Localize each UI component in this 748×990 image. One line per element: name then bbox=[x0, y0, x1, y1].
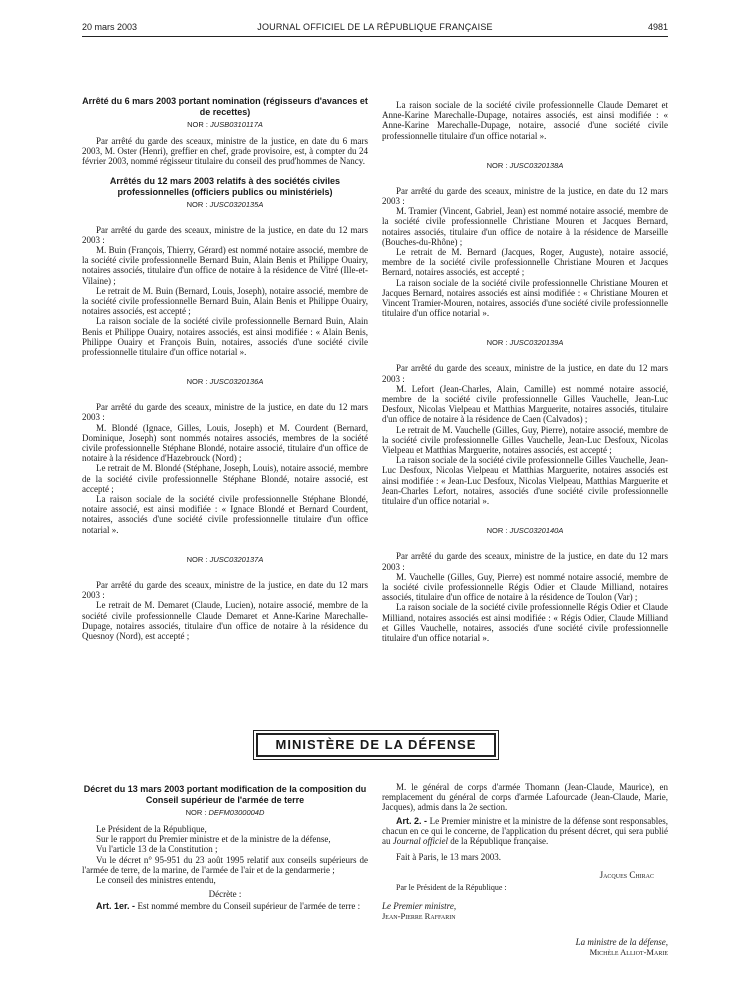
paragraph: La raison sociale de la société civile professionnelle Gilles Vauchelle, Jean-Luc Desfoux, Nicolas Vielpeau et Matthias Marguerite, notaires associés est ainsi modifiée : « Jean-Luc Desfoux, Nicolas Vielpeau, Matthias Marguerite et Jean-Charles Lefort, notaires, associés d'une société civile professionnelle titulaire d'un office notarial ». bbox=[382, 455, 668, 507]
nor-reference bbox=[82, 377, 368, 387]
paragraph: Le retrait de M. Buin (Bernard, Louis, Joseph), notaire associé, membre de la société civile professionnelle Bernard Buin, Alain Benis et Philippe Ouairy, notaires associés, est accepté ; bbox=[82, 285, 368, 317]
article-1 bbox=[82, 901, 368, 911]
nor-label: NOR : bbox=[187, 120, 211, 129]
paragraph: La raison sociale de la société civile professionnelle Stéphane Blondé, notaire associé, est ainsi modifiée : « Ignace Blondé et Bernard Courdent, notaires, associés d'une société civile professionnelle titulaire d'un office notarial ». bbox=[82, 494, 368, 535]
nor-code: JUSC0320135A bbox=[209, 199, 264, 209]
fait-a-paris: Fait à Paris, le 13 mars 2003. bbox=[396, 852, 501, 863]
paragraph: Vu l'article 13 de la Constitution ; bbox=[96, 844, 218, 855]
premier-ministre-name: Jean-Pierre Raffarin bbox=[382, 911, 456, 922]
paragraph: La raison sociale de la société civile professionnelle Claude Demaret et Anne-Karine Marechalle-Dupage, notaires associés, est ainsi modifiée : « Anne-Karine Marechalle-Dupage, notaire, associé d'une société civile professionnelle titulaire d'un office notarial ». bbox=[382, 100, 668, 141]
nor-code: JUSB0310117A bbox=[210, 120, 263, 129]
paragraph: Vu le décret n° 95-951 du 23 août 1995 relatif aux conseils supérieurs de l'armée de terre, de la marine, de l'armée de l'air et de la gendarmerie ; bbox=[82, 854, 368, 875]
premier-ministre-title: Le Premier ministre, bbox=[382, 900, 457, 911]
paragraph: M. Buin (François, Thierry, Gérard) est nommé notaire associé, membre de la société civile professionnelle Bernard Buin, Alain Benis et Philippe Ouairy, notaires associés, titulaire d'un office de notaire à la résidence de Vitré (Ille-et-Vilaine) ; bbox=[82, 245, 368, 286]
paragraph: Le retrait de M. Vauchelle (Gilles, Guy, Pierre), notaire associé, membre de la société civile professionnelle Gilles Vauchelle, Jean-Luc Desfoux, Nicolas Vielpeau et Matthias Marguerite, notaires associés, est accepté ; bbox=[382, 424, 668, 456]
paragraph: Le conseil des ministres entendu, bbox=[96, 875, 216, 886]
decree-title: Décret du 13 mars 2003 portant modification de la composition du Conseil supérieur de l'armée de terre bbox=[83, 784, 367, 805]
ministry-banner: MINISTÈRE DE LA DÉFENSE bbox=[256, 733, 496, 757]
nor-code: JUSC0320139A bbox=[509, 338, 564, 348]
article-1-text: Est nommé membre du Conseil supérieur de l'armée de terre : bbox=[137, 901, 361, 912]
left-column-top bbox=[82, 96, 368, 641]
par-le-president: Par le Président de la République : bbox=[396, 882, 507, 892]
article-1-label: Art. 1er. - bbox=[96, 901, 138, 912]
paragraph: La raison sociale de la société civile professionnelle Christiane Mouren et Jacques Bernard, notaires associés est ainsi modifiée : « Christiane Mouren et Vincent Tramier-Mouren, notaires, associés d'une société civile professionnelle titulaire d'un office notarial ». bbox=[382, 277, 668, 319]
article-2-text-a: Le Premier ministre et la ministre de la défense sont responsables, chacun en ce qui le concerne, de l'application du présent décret, qui sera publié au bbox=[382, 815, 668, 847]
paragraph: Le retrait de M. Bernard (Jacques, Roger, Auguste), notaire associé, membre de la société civile professionnelle Christiane Mouren et Jacques Bernard, notaires associés, est accepté ; bbox=[382, 247, 668, 278]
ministre-defense-title: La ministre de la défense, bbox=[575, 937, 668, 948]
nor-code: JUSC0320137A bbox=[209, 554, 264, 564]
right-column-bottom bbox=[382, 782, 668, 958]
article-title: Arrêtés du 12 mars 2003 relatifs à des sociétés civiles professionnelles (officiers publics ou ministériels) bbox=[109, 175, 341, 197]
paragraph: La raison sociale de la société civile professionnelle Régis Odier et Claude Milliand, notaires associés est ainsi modifiée : « Régis Odier, Claude Milliand et Gilles Vauchelle, notaires, associés d'une société civile professionnelle titulaire d'un office notarial ». bbox=[382, 602, 668, 643]
nor-label: NOR : bbox=[186, 377, 210, 387]
paragraph: M. Blondé (Ignace, Gilles, Louis, Joseph) et M. Courdent (Bernard, Dominique, Joseph) sont nommés notaires associés, membres de la société civile professionnelle Stéphane Blondé, notaire associé, titulaire d'un office de notaire à la résidence d'Hazebrouck (Nord) ; bbox=[82, 422, 368, 464]
ministre-defense-name: Michèle Alliot-Marie bbox=[589, 947, 668, 958]
article-2-journal: Journal officiel bbox=[392, 836, 448, 847]
article-2 bbox=[382, 816, 668, 847]
paragraph: M. Lefort (Jean-Charles, Alain, Camille) est nommé notaire associé, membre de la société civile professionnelle Gilles Vauchelle, Jean-Luc Desfoux, Nicolas Vielpeau et Matthias Marguerite, notaires associés, titulaire d'un office de notaire à la résidence de Caen (Calvados) ; bbox=[382, 383, 668, 425]
article-title: Arrêté du 6 mars 2003 portant nomination (régisseurs d'avances et de recettes) bbox=[82, 96, 368, 117]
nor-code: DEFM0300004D bbox=[208, 808, 265, 817]
left-column-bottom bbox=[82, 784, 368, 912]
decrete-label: Décrète : bbox=[208, 889, 242, 900]
page-header bbox=[82, 20, 668, 37]
nor-reference bbox=[82, 808, 368, 818]
paragraph: La raison sociale de la société civile professionnelle Bernard Buin, Alain Benis et Philippe Ouairy, notaires associés, est ainsi modifiée : « Alain Benis, Philippe Ouairy et François Buin, notaires, associés d'une société civile professionnelle titulaire d'un office notarial ». bbox=[82, 316, 368, 358]
right-column-top bbox=[382, 100, 668, 643]
signature-president: Jacques Chirac bbox=[599, 870, 654, 881]
paragraph: Le Président de la République, bbox=[96, 824, 207, 834]
paragraph: Par arrêté du garde des sceaux, ministre de la justice, en date du 12 mars 2003 : bbox=[82, 402, 368, 423]
header-date: 20 mars 2003 bbox=[82, 22, 138, 32]
paragraph: Par arrêté du garde des sceaux, ministre de la justice, en date du 12 mars 2003 : bbox=[82, 224, 368, 245]
nor-code: JUSC0320140A bbox=[509, 526, 564, 536]
header-page-number: 4981 bbox=[647, 22, 668, 32]
nor-reference bbox=[382, 161, 668, 171]
paragraph: M. le général de corps d'armée Thomann (Jean-Claude, Maurice), en remplacement du général de corps d'armée Lafourcade (Jean-Claude, Marie, Jacques), admis dans la 2e section. bbox=[382, 782, 668, 813]
paragraph: M. Vauchelle (Gilles, Guy, Pierre) est nommé notaire associé, membre de la société civile professionnelle Régis Odier et Claude Milliand, notaires associés, titulaire d'un office de notaire à la résidence de Toulon (Var) ; bbox=[382, 571, 668, 603]
nor-label: NOR : bbox=[186, 554, 210, 564]
paragraph: Le retrait de M. Demaret (Claude, Lucien), notaire associé, membre de la société civile professionnelle Claude Demaret et Anne-Karine Marechalle-Dupage, notaires associés, titulaire d'un office de notaire à la résidence du Quesnoy (Nord), est accepté ; bbox=[82, 600, 368, 641]
nor-label: NOR : bbox=[486, 160, 510, 170]
nor-reference bbox=[382, 338, 668, 348]
paragraph: Par arrêté du garde des sceaux, ministre de la justice, en date du 12 mars 2003 : bbox=[82, 579, 368, 601]
nor-reference bbox=[382, 526, 668, 536]
nor-reference bbox=[82, 555, 368, 565]
paragraph: Par arrêté du garde des sceaux, ministre de la justice, en date du 12 mars 2003 : bbox=[382, 551, 668, 572]
nor-label: NOR : bbox=[186, 199, 210, 209]
article-2-label: Art. 2. - bbox=[396, 815, 430, 826]
nor-code: JUSC0320138A bbox=[509, 160, 564, 170]
paragraph: Par arrêté du garde des sceaux, ministre de la justice, en date du 6 mars 2003, M. Oster (Henri), greffier en chef, grade provisoire, est, à compter du 24 février 2003, nommé régisseur titulaire du conseil des prud'hommes de Nancy. bbox=[82, 136, 368, 167]
nor-label: NOR : bbox=[486, 338, 510, 348]
header-journal-title: JOURNAL OFFICIEL DE LA RÉPUBLIQUE FRANÇAISE bbox=[257, 22, 493, 32]
nor-label: NOR : bbox=[185, 808, 209, 817]
nor-label: NOR : bbox=[486, 526, 510, 536]
paragraph: Par arrêté du garde des sceaux, ministre de la justice, en date du 12 mars 2003 : bbox=[382, 363, 668, 384]
paragraph: M. Tramier (Vincent, Gabriel, Jean) est nommé notaire associé, membre de la société civile professionnelle Christiane Mouren et Jacques Bernard, notaires associés, titulaire d'un office de notaire à la résidence de Marseille (Bouches-du-Rhône) ; bbox=[382, 206, 668, 247]
nor-reference bbox=[82, 120, 368, 130]
paragraph: Le retrait de M. Blondé (Stéphane, Joseph, Louis), notaire associé, membre de la société civile professionnelle Stéphane Blondé, notaire associé, est accepté ; bbox=[82, 463, 368, 494]
article-2-text-b: de la République française. bbox=[448, 836, 549, 847]
nor-reference bbox=[82, 200, 368, 210]
paragraph: Par arrêté du garde des sceaux, ministre de la justice, en date du 12 mars 2003 : bbox=[382, 185, 668, 207]
paragraph: Sur le rapport du Premier ministre et de la ministre de la défense, bbox=[96, 834, 331, 845]
nor-code: JUSC0320136A bbox=[209, 377, 264, 387]
